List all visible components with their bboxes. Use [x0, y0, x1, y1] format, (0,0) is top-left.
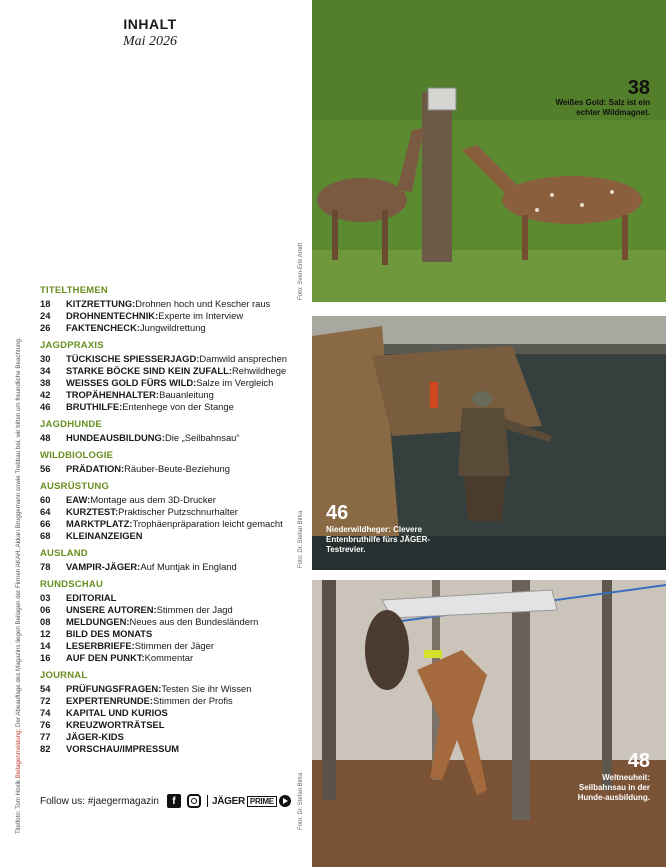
photo-duck-brood-aid: [312, 316, 666, 570]
toc-section: [40, 548, 302, 573]
toc-label: KREUZWORTRÄTSEL: [66, 719, 165, 730]
toc-entry[interactable]: [40, 652, 302, 664]
toc-label: PRÜFUNGSFRAGEN:: [66, 683, 162, 694]
toc-page-number: 68: [40, 530, 51, 541]
toc-page-number: 46: [40, 401, 51, 412]
toc-description: Stimmen der Jäger: [134, 640, 214, 651]
toc-description: Auf Muntjak in England: [140, 561, 237, 572]
toc-description: Drohnen hoch und Kescher raus: [135, 298, 271, 309]
toc-description: Bauanleitung: [159, 389, 214, 400]
toc-section-heading: TITELTHEMEN: [40, 285, 108, 296]
toc-section-heading: RUNDSCHAU: [40, 579, 104, 590]
toc-description: Rehwildhege: [231, 365, 287, 376]
toc-entry[interactable]: [40, 640, 302, 652]
toc-label: UNSERE AUTOREN:: [66, 604, 157, 615]
toc-description: Damwild ansprechen: [199, 353, 287, 364]
toc-page-number: 66: [40, 518, 51, 529]
toc-description: Praktischer Putzschnurhalter: [118, 506, 238, 517]
brand-box: PRIME: [247, 796, 277, 807]
toc-label: EXPERTENRUNDE:: [66, 695, 153, 706]
toc-entry[interactable]: [40, 683, 302, 695]
toc-label: TÜCKISCHE SPIESSERJAGD:: [66, 353, 200, 364]
toc-description: Montage aus dem 3D-Drucker: [90, 494, 216, 505]
toc-entry[interactable]: [40, 401, 302, 413]
toc-label: VORSCHAU/IMPRESSUM: [66, 743, 180, 754]
toc-entry[interactable]: [40, 592, 302, 604]
photo-2-caption: Niederwildheger: Clevere Entenbruthilfe fürs JÄGER-Testrevier.: [326, 525, 431, 554]
toc-label: AUF DEN PUNKT:: [66, 652, 145, 663]
toc-entry[interactable]: [40, 707, 302, 719]
toc-label: BRUTHILFE:: [66, 401, 123, 412]
photo-3-caption: Weltneuheit: Seilbahnsau in der Hunde-ausbildung.: [577, 773, 650, 802]
toc-entry[interactable]: [40, 719, 302, 731]
toc-description: Neues aus den Bundesländern: [129, 616, 259, 627]
toc-label: TROPÄHENHALTER:: [66, 389, 160, 400]
toc-label: LESERBRIEFE:: [66, 640, 135, 651]
toc-page-number: 77: [40, 731, 51, 742]
issue-date: Mai 2026: [122, 34, 178, 49]
facebook-icon[interactable]: f: [167, 794, 181, 808]
toc-description: Räuber-Beute-Beziehung: [124, 463, 230, 474]
photo-3-page-number[interactable]: 48: [627, 750, 650, 772]
toc-entry[interactable]: [40, 530, 302, 542]
deer-illustration: [312, 0, 666, 302]
toc-entry[interactable]: [40, 298, 302, 310]
toc-label: STARKE BÖCKE SIND KEIN ZUFALL:: [66, 365, 232, 376]
toc-page-number: 74: [40, 707, 51, 718]
toc-page-number: 38: [40, 377, 51, 388]
toc-section-heading: WILDBIOLOGIE: [40, 450, 114, 461]
toc-label: KAPITAL UND KURIOS: [66, 707, 168, 718]
toc-entry[interactable]: [40, 463, 302, 475]
toc-label: FAKTENCHECK:: [66, 322, 140, 333]
follow-text: Follow us: #jaegermagazin: [40, 795, 159, 807]
toc-label: JÄGER-KIDS: [66, 731, 124, 742]
toc-label: EAW:: [66, 494, 91, 505]
toc-description: Salze im Vergleich: [196, 377, 274, 388]
photo-1-page-number[interactable]: 38: [627, 77, 650, 99]
toc-section-heading: JAGDHUNDE: [40, 419, 102, 430]
toc-section-heading: AUSLAND: [40, 548, 88, 559]
toc-entry[interactable]: [40, 353, 302, 365]
toc-page-number: 72: [40, 695, 51, 706]
toc-label: EDITORIAL: [66, 592, 117, 603]
credit-highlight: Beilagenmeldung:: [15, 728, 22, 779]
toc-label: KITZRETTUNG:: [66, 298, 136, 309]
toc-entry[interactable]: [40, 743, 302, 755]
toc-page-number: 03: [40, 592, 51, 603]
toc-entry[interactable]: [40, 628, 302, 640]
brand-name: JÄGER: [211, 795, 245, 807]
toc-page-number: 78: [40, 561, 51, 572]
toc-page-number: 54: [40, 683, 51, 694]
toc-section-heading: JAGDPRAXIS: [40, 340, 104, 351]
photo-2-page-number[interactable]: 46: [326, 502, 349, 524]
toc-entry[interactable]: [40, 377, 302, 389]
toc-page-number: 64: [40, 506, 51, 517]
toc-entry[interactable]: [40, 731, 302, 743]
toc-description: Entenhege von der Stange: [122, 401, 234, 412]
toc-page-number: 08: [40, 616, 51, 627]
photo-2-credit: Foto: Dr. Stefan Birka: [298, 510, 304, 568]
jaeger-prime-logo[interactable]: [207, 795, 291, 807]
toc-label: VAMPIR-JÄGER:: [66, 561, 141, 572]
photo-3-credit: Foto: Dr. Stefan Birka: [298, 772, 304, 830]
toc-description: Trophäenpräparation leicht gemacht: [132, 518, 283, 529]
toc-page-number: 12: [40, 628, 51, 639]
credit-text: Der Abeauflage des Magazins liegen Beilagen der Firmen AKAH, Akkarı Bruggemann sowie Trebbau bei, wir bitten um freundliche Beachtung.: [15, 337, 22, 729]
toc-label: WEISSES GOLD FÜRS WILD:: [66, 377, 197, 388]
toc-page-number: 56: [40, 463, 51, 474]
toc-description: Testen Sie ihr Wissen: [161, 683, 252, 694]
toc-page-number: 60: [40, 494, 51, 505]
toc-label: HUNDEAUSBILDUNG:: [66, 432, 165, 443]
toc-description: Experte im Interview: [158, 310, 244, 321]
toc-page-number: 30: [40, 353, 51, 364]
toc-entry[interactable]: [40, 365, 302, 377]
toc-section: [40, 419, 302, 444]
toc-page-number: 18: [40, 298, 51, 309]
page-title: INHALT: [123, 16, 177, 32]
toc-label: KURZTEST:: [66, 506, 119, 517]
toc-label: MARKTPLATZ:: [66, 518, 133, 529]
toc-label: KLEINANZEIGEN: [66, 530, 143, 541]
toc-description: Jungwildrettung: [139, 322, 206, 333]
toc-section-heading: AUSRÜSTUNG: [40, 481, 110, 492]
forest-illustration: [312, 580, 666, 867]
toc-section-heading: JOURNAL: [40, 670, 88, 681]
toc-entry[interactable]: [40, 310, 302, 322]
play-icon: [279, 795, 291, 807]
credit-line: [15, 254, 22, 834]
toc-description: Die „Seilbahnsau“: [164, 432, 240, 443]
toc-page-number: 82: [40, 743, 51, 754]
credit-prefix: Titelfoto: Tom Hoxik: [15, 778, 22, 834]
photo-deer-salt-lick: [312, 0, 666, 302]
toc-page-number: 26: [40, 322, 51, 333]
toc-entry[interactable]: [40, 322, 302, 334]
toc-page-number: 06: [40, 604, 51, 615]
toc-entry[interactable]: [40, 604, 302, 616]
toc-description: Kommentar: [144, 652, 194, 663]
instagram-icon[interactable]: [187, 794, 201, 808]
toc-label: BILD DES MONATS: [66, 628, 153, 639]
toc-page-number: 34: [40, 365, 51, 376]
toc-label: PRÄDATION:: [66, 463, 125, 474]
toc-entry[interactable]: [40, 695, 302, 707]
photo-1-caption: Weißes Gold: Salz ist ein echter Wildmagnet.: [555, 98, 650, 117]
toc-entry[interactable]: [40, 616, 302, 628]
toc-page-number: 76: [40, 719, 51, 730]
toc-section: [40, 340, 302, 413]
toc-page-number: 16: [40, 652, 51, 663]
toc-section: [40, 670, 302, 755]
toc-section: [40, 481, 302, 542]
toc-description: Stimmen der Profis: [153, 695, 233, 706]
toc-section: [40, 285, 302, 334]
toc-section: [40, 450, 302, 475]
photo-1-credit: Foto: Sven-Erik Arndt: [298, 242, 304, 300]
toc-page-number: 48: [40, 432, 51, 443]
toc-description: Stimmen der Jagd: [156, 604, 233, 615]
toc-entry[interactable]: [40, 506, 302, 518]
toc-entry[interactable]: [40, 432, 302, 444]
toc-entry[interactable]: [40, 389, 302, 401]
toc-label: MELDUNGEN:: [66, 616, 130, 627]
toc-page-number: 42: [40, 389, 51, 400]
toc-entry[interactable]: [40, 561, 302, 573]
toc-entry[interactable]: [40, 518, 302, 530]
table-of-contents: [40, 285, 302, 755]
toc-page-number: 24: [40, 310, 51, 321]
toc-label: DROHNENTECHNIK:: [66, 310, 159, 321]
toc-entry[interactable]: [40, 494, 302, 506]
toc-section: [40, 579, 302, 664]
social-bar: [40, 792, 302, 810]
toc-page-number: 14: [40, 640, 51, 651]
photo-cable-boar: [312, 580, 666, 867]
